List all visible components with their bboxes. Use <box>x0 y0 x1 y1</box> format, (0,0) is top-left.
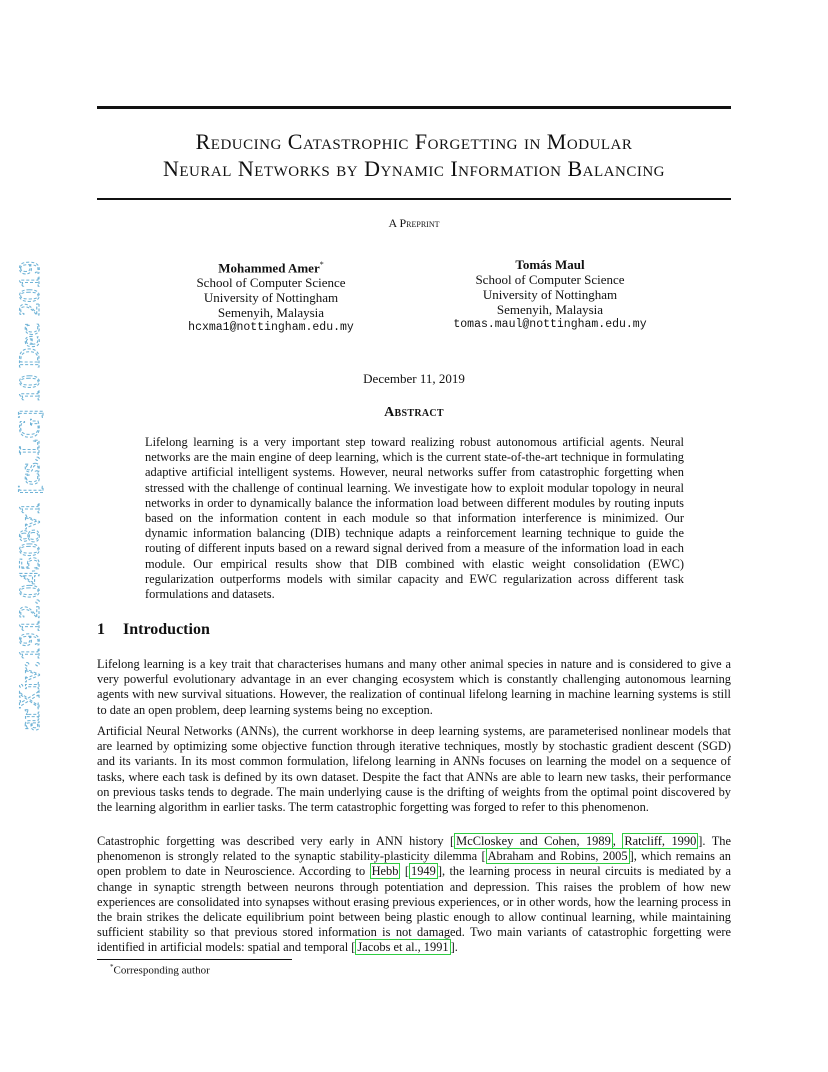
intro-paragraph-3 <box>97 834 731 956</box>
footnote-mark: * <box>110 963 114 971</box>
preprint-label: A Preprint <box>388 216 440 230</box>
arxiv-stamp-text: arXiv:1912.04508v1 [cs.LG] 10 Dec 2019 <box>13 255 46 731</box>
author-affiliation: School of Computer Science <box>475 272 625 287</box>
author-location: Semenyih, Malaysia <box>496 302 604 317</box>
citation-link[interactable]: McCloskey and Cohen, 1989 <box>456 834 611 848</box>
citation-link[interactable]: Jacobs et al., 1991 <box>357 940 449 955</box>
arxiv-stamp <box>4 255 48 735</box>
paragraph-text: ]. <box>450 940 458 955</box>
title-line-1: Reducing Catastrophic Forgetting in Modular <box>195 129 633 154</box>
title-rule-top <box>97 106 731 109</box>
paragraph-text: ], the learning process in neural circuits is mediated by a change in synaptic strength between neurons through potentiation and depression. This raises the problem of how new experiences are consolidated into synapses without erasing previous experiences, or in other words, how the learning process in the brain strikes the delicate equilibrium point between being plastic enough to allow continual learning, while maintaining sufficient stability so that previous stored information is not damaged. Two main variants of catastrophic forgetting were identified in artificial models: spatial and temporal [ <box>97 864 731 955</box>
author-block-2 <box>420 257 680 332</box>
footnote-text: Corresponding author <box>113 964 210 977</box>
author-email: hcxma1@nottingham.edu.my <box>188 321 354 335</box>
intro-paragraph-1: Lifelong learning is a key trait that characterises humans and many other animal species in nature and is considered to give a very powerful evolutionary advantage in an ever changing ecosystem which is constantly challenging autonomous learning agents with new survival situations. However, the realization of continual lifelong learning in machine learning systems is still to date an open problem, deep learning systems being no exception. <box>97 657 731 717</box>
paragraph-text: ]. The phenomenon is strongly related to the synaptic stability-plasticity dilemma [ <box>97 834 731 864</box>
footnote <box>110 963 210 977</box>
footnote-rule <box>97 959 292 960</box>
section-number: 1 <box>97 621 105 638</box>
citation-link[interactable]: Hebb <box>371 864 399 879</box>
citation-link[interactable]: Ratcliff, 1990 <box>624 834 697 848</box>
citation-link[interactable]: 1949 <box>411 864 436 879</box>
title-rule-bottom <box>97 198 731 200</box>
abstract-text: Lifelong learning is a very important step toward realizing robust autonomous artificial agents. Neural networks are the main engine of deep learning, which is the current state-of-the-art technique in formulating adaptive artificial intelligent systems. However, neural networks suffer from catastrophic forgetting when stressed with the challenge of continual learning. We investigate how to exploit modular topology in neural networks in order to dynamically balance the information load between different modules by routing inputs based on the information content in each module so that information interference is minimized. Our dynamic information balancing (DIB) technique adapts a reinforcement learning technique to guide the routing of different inputs based on a reward signal derived from a measure of the information load in each module. Our empirical results show that DIB combined with elastic weight consolidation (EWC) regularization outperforms models with similar capacity and EWC regularization across different task formulations and datasets. <box>145 435 684 602</box>
author-name: Mohammed Amer <box>218 260 320 276</box>
abstract-heading: Abstract <box>384 405 444 420</box>
author-email: tomas.maul@nottingham.edu.my <box>453 318 647 331</box>
intro-paragraph-2: Artificial Neural Networks (ANNs), the current workhorse in deep learning systems, are parameterised nonlinear models that are learned by optimizing some objective function through iterative techniques, mostly by stochastic gradient descent (SGD) and its variants. In its most common formulation, lifelong learning in ANNs focuses on learning the model on a sequence of tasks, where each task is defined by its own dataset. Despite the fact that ANNs are able to learn new tasks, their performance on previous tasks tends to degrade. The main underlying cause is the drifting of weights from the optimal point discovered by the learning algorithm in earlier tasks. The term catastrophic forgetting was forged to refer to this phenomenon. <box>97 724 731 815</box>
paragraph-text: [ <box>400 864 410 879</box>
author-location: Semenyih, Malaysia <box>217 305 325 321</box>
paper-title <box>97 128 731 182</box>
author-block-1 <box>141 257 401 335</box>
author-name: Tomás Maul <box>515 257 585 272</box>
paragraph-text: , <box>612 834 623 848</box>
author-university: University of Nottingham <box>203 290 339 306</box>
paragraph-text: Catastrophic forgetting was described very early in ANN history [ <box>97 834 455 848</box>
author-university: University of Nottingham <box>482 287 618 302</box>
section-heading <box>97 621 210 639</box>
author-affiliation: School of Computer Science <box>196 275 346 291</box>
paper-date: December 11, 2019 <box>363 371 465 386</box>
author-footnote-mark: * <box>319 260 324 269</box>
citation-link[interactable]: Abraham and Robins, 2005 <box>487 849 628 864</box>
section-title: Introduction <box>123 621 210 638</box>
title-line-2: Neural Networks by Dynamic Information Balancing <box>163 156 665 181</box>
paragraph-text: ], which remains an open problem to date in Neuroscience. According to <box>97 849 731 879</box>
